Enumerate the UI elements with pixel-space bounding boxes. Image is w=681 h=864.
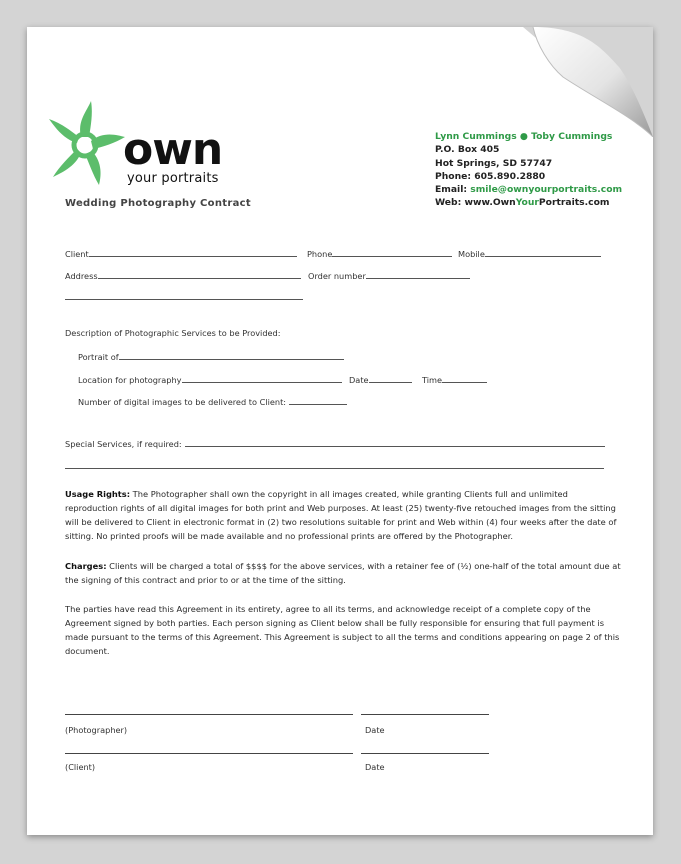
contact-web: [435, 196, 622, 209]
portrait-of-field[interactable]: [78, 351, 344, 362]
charges-paragraph: [65, 559, 621, 587]
agreement-paragraph: The parties have read this Agreement in its entirety, agree to all its terms, and acknowledge receipt of a complete copy of the Agreement signed by both parties. Each person signing as Client below shall be fully responsible for ensuring that full payment is made pursuant to the terms of this Agreement. This Agreement is subject to all the terms and conditions appearing on page 2 of this document.: [65, 604, 620, 656]
time-label: Time: [422, 375, 443, 385]
date-line[interactable]: [369, 374, 412, 383]
mobile-field[interactable]: [458, 248, 601, 259]
document-title: Wedding Photography Contract: [65, 198, 251, 209]
client-line[interactable]: [89, 248, 297, 257]
phone-field[interactable]: [307, 248, 452, 259]
client-signature-label: (Client): [65, 762, 96, 772]
charges-heading: Charges:: [65, 561, 107, 571]
photographer-date-line[interactable]: [361, 714, 489, 715]
address-line-2[interactable]: [65, 299, 303, 300]
order-number-label: Order number: [308, 271, 366, 281]
description-heading: Description of Photographic Services to be Provided:: [65, 328, 281, 338]
address-field[interactable]: [65, 270, 301, 281]
charges-text: Clients will be charged a total of $$$$ for the above services, with a retainer fee of (½) one-half of the total amount due at the signing of this contract and prior to or at the time of the sitting.: [65, 561, 621, 585]
order-number-field[interactable]: [308, 270, 470, 281]
contact-email-link[interactable]: smile@ownyourportraits.com: [470, 184, 623, 196]
usage-rights-text: The Photographer shall own the copyright in all images created, while granting Clients full and unlimited reproduction rights of all digital images for both print and Web purposes. At least (25) twenty-five retouched images from the sitting will be delivered to Client in electronic format in (2) two resolutions suitable for print and Web within (4) four weeks after the date of sitting. No printed proofs will be made available and no professional prints are offered by the Photographer.: [65, 489, 617, 541]
page-curl: [523, 27, 653, 137]
starburst-logo-icon: [47, 99, 127, 187]
usage-rights-heading: Usage Rights:: [65, 489, 131, 499]
time-field[interactable]: [422, 374, 487, 385]
special-services-line-2[interactable]: [65, 468, 604, 469]
contact-web-link[interactable]: www.OwnYourPortraits.com: [464, 197, 610, 209]
client-date-label: Date: [365, 762, 385, 772]
location-label: Location for photography: [78, 375, 182, 385]
order-number-line[interactable]: [366, 270, 470, 279]
contact-names: Lynn Cummings ● Toby Cummings: [435, 131, 613, 142]
photographer-date-label: Date: [365, 725, 385, 735]
client-date-line[interactable]: [361, 753, 489, 754]
client-field[interactable]: [65, 248, 297, 259]
contract-page: [27, 27, 653, 835]
contact-email: [435, 183, 622, 196]
contact-phone: Phone: 605.890.2880: [435, 170, 546, 182]
photographer-label: (Photographer): [65, 725, 128, 735]
address-line[interactable]: [98, 270, 301, 279]
client-signature-line[interactable]: [65, 753, 353, 754]
phone-line[interactable]: [332, 248, 452, 257]
client-label: Client: [65, 249, 89, 259]
location-field[interactable]: [78, 374, 342, 385]
phone-label: Phone: [307, 249, 333, 259]
num-images-line[interactable]: [289, 396, 347, 405]
date-field[interactable]: [349, 374, 412, 385]
date-label: Date: [349, 375, 369, 385]
mobile-label: Mobile: [458, 249, 485, 259]
num-images-label: Number of digital images to be delivered to Client:: [78, 397, 287, 407]
logo-wordmark: own: [123, 124, 223, 175]
contact-email-label: Email:: [435, 184, 471, 196]
special-services-field[interactable]: [65, 438, 605, 449]
address-label: Address: [65, 271, 98, 281]
contact-block: [435, 130, 622, 210]
contact-web-label: Web:: [435, 197, 465, 209]
contact-city: Hot Springs, SD 57747: [435, 157, 553, 169]
logo-tagline: your portraits: [127, 171, 219, 186]
portrait-of-label: Portrait of: [78, 352, 119, 362]
time-line[interactable]: [442, 374, 487, 383]
portrait-of-line[interactable]: [119, 351, 344, 360]
contact-po-box: P.O. Box 405: [435, 144, 500, 156]
special-services-label: Special Services, if required:: [65, 439, 182, 449]
usage-rights-paragraph: [65, 487, 621, 543]
num-images-field[interactable]: [78, 396, 347, 407]
mobile-line[interactable]: [485, 248, 601, 257]
photographer-signature-line[interactable]: [65, 714, 353, 715]
special-services-line[interactable]: [185, 438, 605, 447]
location-line[interactable]: [182, 374, 342, 383]
